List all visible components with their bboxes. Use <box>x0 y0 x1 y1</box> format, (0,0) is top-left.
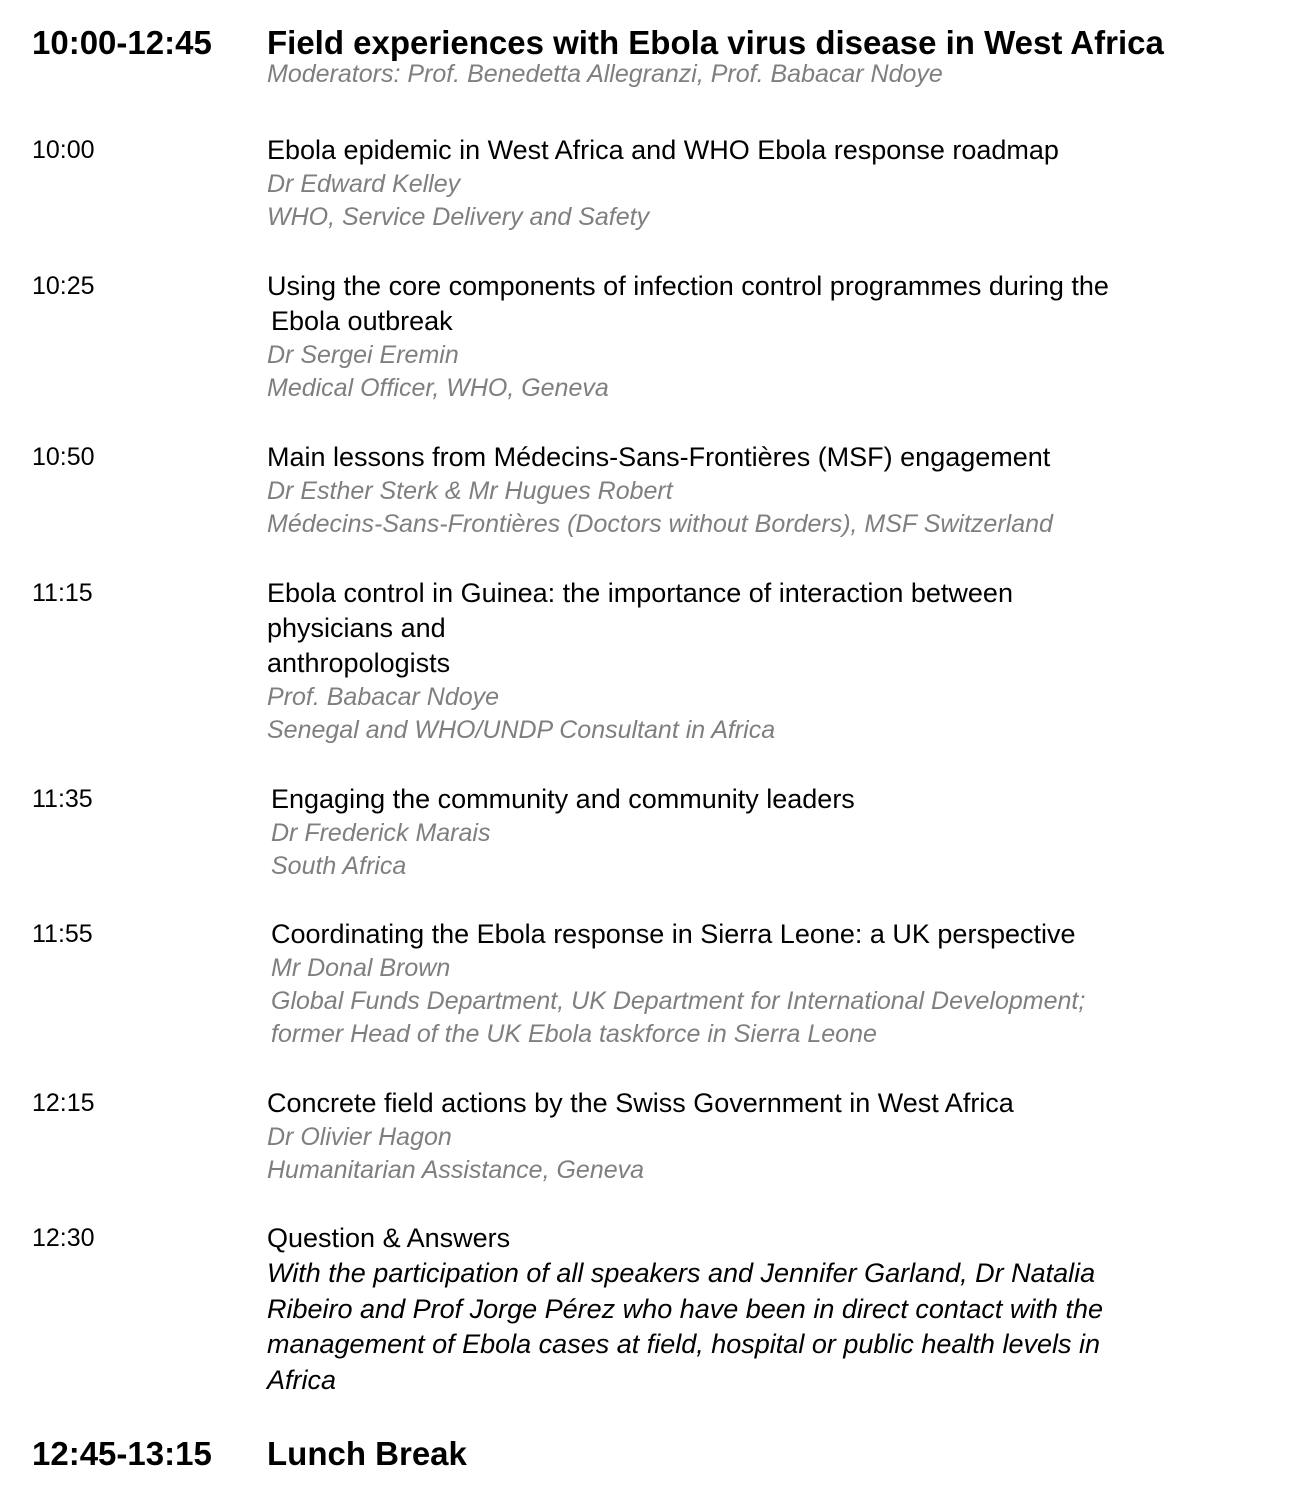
item-affiliation: South Africa <box>271 852 407 880</box>
item-speaker: Dr Sergei Eremin <box>267 341 459 369</box>
item-title-line-1: Using the core components of infection control programmes during the <box>267 271 1109 301</box>
item-title-line-1: Ebola control in Guinea: the importance of interaction between <box>267 578 1013 608</box>
session-title: Field experiences with Ebola virus disease in West Africa <box>267 24 1164 61</box>
item-title: Ebola epidemic in West Africa and WHO Ebola response roadmap <box>267 135 1059 165</box>
item-affiliation-line-2: former Head of the UK Ebola taskforce in Sierra Leone <box>271 1020 877 1048</box>
qa-title: Question & Answers <box>267 1223 511 1253</box>
qa-note-line-3: management of Ebola cases at field, hospital or public health levels in <box>267 1329 1100 1359</box>
item-title: Engaging the community and community leaders <box>271 784 855 814</box>
item-speaker: Dr Frederick Marais <box>271 819 491 847</box>
item-time: 12:15 <box>32 1089 95 1117</box>
qa-time: 12:30 <box>32 1224 95 1252</box>
item-time: 11:35 <box>32 785 93 813</box>
item-speaker: Dr Edward Kelley <box>267 170 461 198</box>
item-time: 10:00 <box>32 136 95 164</box>
item-affiliation-line-1: Global Funds Department, UK Department for International Development; <box>271 987 1086 1015</box>
item-speaker: Prof. Babacar Ndoye <box>267 683 500 711</box>
item-affiliation: Médecins-Sans-Frontières (Doctors without Borders), MSF Switzerland <box>267 510 1053 538</box>
item-title: Concrete field actions by the Swiss Government in West Africa <box>267 1088 1014 1118</box>
item-title-line-2: physicians and <box>267 613 446 643</box>
session-moderators: Moderators: Prof. Benedetta Allegranzi, Prof. Babacar Ndoye <box>267 60 943 88</box>
item-title-line-3: anthropologists <box>267 648 451 678</box>
item-title: Coordinating the Ebola response in Sierra Leone: a UK perspective <box>271 919 1076 949</box>
item-affiliation: Senegal and WHO/UNDP Consultant in Africa <box>267 716 776 744</box>
item-time: 10:50 <box>32 443 95 471</box>
qa-note-line-2: Ribeiro and Prof Jorge Pérez who have been in direct contact with the <box>267 1293 1103 1324</box>
item-title: Main lessons from Médecins-Sans-Frontières (MSF) engagement <box>267 442 1051 472</box>
item-time: 11:15 <box>32 579 93 607</box>
item-title-line-2: Ebola outbreak <box>271 306 453 336</box>
qa-note-line-1: With the participation of all speakers and Jennifer Garland, Dr Natalia <box>267 1258 1096 1288</box>
item-time: 11:55 <box>32 920 93 948</box>
session-time: 10:00-12:45 <box>32 24 212 61</box>
qa-note-line-4: Africa <box>267 1364 337 1395</box>
item-speaker: Mr Donal Brown <box>271 954 451 982</box>
item-affiliation: Medical Officer, WHO, Geneva <box>267 374 609 402</box>
lunch-title: Lunch Break <box>267 1435 467 1472</box>
item-speaker: Dr Olivier Hagon <box>267 1123 452 1151</box>
item-time: 10:25 <box>32 272 95 300</box>
item-speaker: Dr Esther Sterk & Mr Hugues Robert <box>267 477 673 505</box>
item-affiliation: Humanitarian Assistance, Geneva <box>267 1156 645 1184</box>
item-affiliation: WHO, Service Delivery and Safety <box>267 203 650 231</box>
lunch-time: 12:45-13:15 <box>32 1435 212 1472</box>
